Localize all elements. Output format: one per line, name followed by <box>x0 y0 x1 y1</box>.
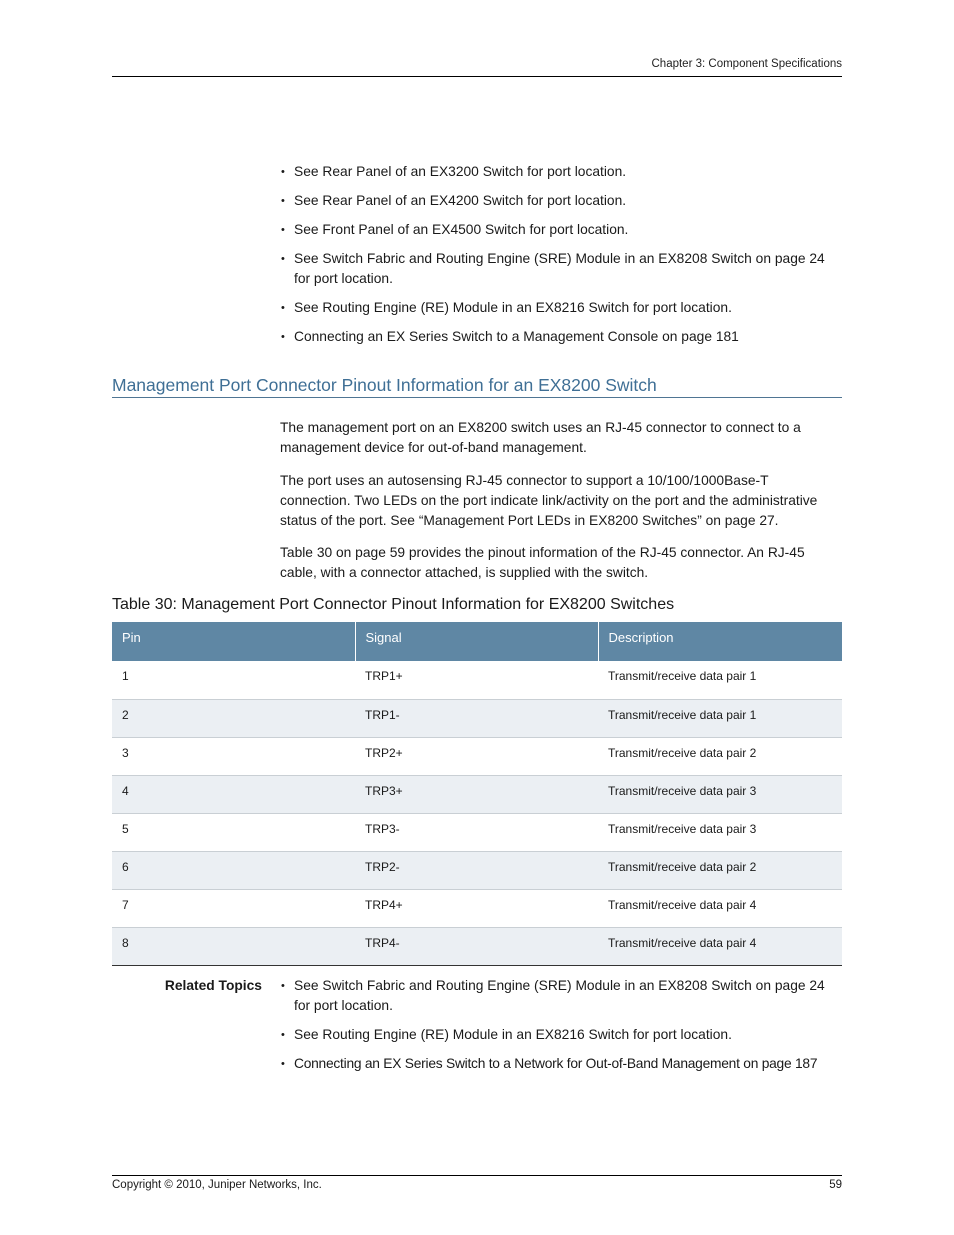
description-cell: Transmit/receive data pair 3 <box>598 813 842 851</box>
pinout-table <box>112 622 842 966</box>
signal-cell: TRP2+ <box>355 737 598 775</box>
column-header-pin: Pin <box>112 622 355 661</box>
signal-cell: TRP1- <box>355 699 598 737</box>
table-title: Table 30: Management Port Connector Pinout Information for EX8200 Switches <box>112 596 675 613</box>
column-header-signal: Signal <box>355 622 598 661</box>
description-cell: Transmit/receive data pair 4 <box>598 927 842 965</box>
page-number: 59 <box>829 1179 842 1191</box>
related-topic-link[interactable]: • See Switch Fabric and Routing Engine (SRE) Module in an EX8208 Switch on page 24 for port location. <box>281 976 842 1016</box>
page-header <box>112 58 842 77</box>
list-item[interactable]: • See Front Panel of an EX4500 Switch for port location. <box>281 220 842 240</box>
list-item[interactable]: • See Routing Engine (RE) Module in an EX8216 Switch for port location. <box>281 298 842 318</box>
table-row <box>112 661 842 699</box>
table-row <box>112 813 842 851</box>
pin-cell: 8 <box>112 927 355 965</box>
column-header-description: Description <box>598 622 842 661</box>
description-cell: Transmit/receive data pair 2 <box>598 737 842 775</box>
table-row <box>112 927 842 965</box>
table-header-row <box>112 622 842 661</box>
copyright: Copyright © 2010, Juniper Networks, Inc. <box>112 1179 322 1191</box>
pin-cell: 7 <box>112 889 355 927</box>
related-topics-list <box>281 976 842 1083</box>
pin-cell: 3 <box>112 737 355 775</box>
table-row <box>112 851 842 889</box>
port-location-list <box>281 162 842 356</box>
signal-cell: TRP4- <box>355 927 598 965</box>
pin-cell: 4 <box>112 775 355 813</box>
page-footer <box>112 1175 842 1191</box>
description-cell: Transmit/receive data pair 1 <box>598 699 842 737</box>
related-topic-link[interactable]: • See Routing Engine (RE) Module in an EX8216 Switch for port location. <box>281 1025 842 1045</box>
list-item[interactable]: • See Switch Fabric and Routing Engine (SRE) Module in an EX8208 Switch on page 24 for port location. <box>281 249 842 289</box>
list-item[interactable]: • See Rear Panel of an EX3200 Switch for port location. <box>281 162 842 182</box>
pin-cell: 1 <box>112 661 355 699</box>
table-row <box>112 699 842 737</box>
chapter-title: Chapter 3: Component Specifications <box>651 58 842 70</box>
signal-cell: TRP1+ <box>355 661 598 699</box>
paragraph: Table 30 on page 59 provides the pinout information of the RJ-45 connector. An RJ-45 cable, with a connector attached, is supplied with the switch. <box>280 545 805 580</box>
related-topic-link[interactable]: • Connecting an EX Series Switch to a Network for Out-of-Band Management on page 187 <box>281 1054 842 1074</box>
pin-cell: 5 <box>112 813 355 851</box>
description-cell: Transmit/receive data pair 1 <box>598 661 842 699</box>
description-cell: Transmit/receive data pair 2 <box>598 851 842 889</box>
paragraph: The port uses an autosensing RJ-45 connector to support a 10/100/1000Base-T connection. Two LEDs on the port indicate link/activity on the port and the administrative status of the port. See “Management Port LEDs in EX8200 Switches” on page 27. <box>280 473 818 528</box>
paragraph: The management port on an EX8200 switch uses an RJ-45 connector to connect to a management device for out-of-band management. <box>280 420 801 455</box>
section-title: Management Port Connector Pinout Information for an EX8200 Switch <box>112 374 842 398</box>
related-topics-label: Related Topics <box>164 978 262 993</box>
table-row <box>112 889 842 927</box>
signal-cell: TRP4+ <box>355 889 598 927</box>
table-row <box>112 737 842 775</box>
signal-cell: TRP2- <box>355 851 598 889</box>
pin-cell: 2 <box>112 699 355 737</box>
signal-cell: TRP3- <box>355 813 598 851</box>
list-item[interactable]: • See Rear Panel of an EX4200 Switch for port location. <box>281 191 842 211</box>
signal-cell: TRP3+ <box>355 775 598 813</box>
description-cell: Transmit/receive data pair 4 <box>598 889 842 927</box>
table-row <box>112 775 842 813</box>
pin-cell: 6 <box>112 851 355 889</box>
description-cell: Transmit/receive data pair 3 <box>598 775 842 813</box>
list-item[interactable]: • Connecting an EX Series Switch to a Management Console on page 181 <box>281 327 842 347</box>
